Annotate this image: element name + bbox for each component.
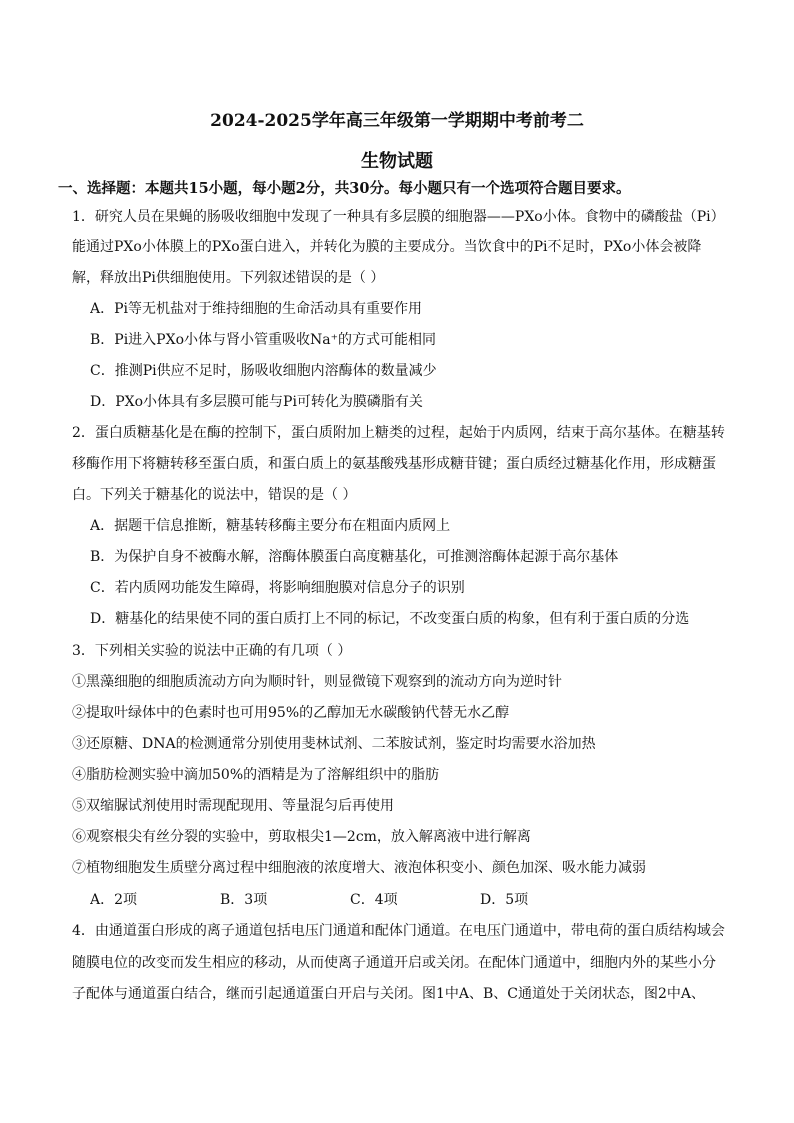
q3-choice-d: D．5项 xyxy=(480,892,529,908)
q4-stem-line-1: 4．由通道蛋白形成的离子通道包括电压门通道和配体门通道。在电压门通道中，带电荷的蛋白质结构域会 xyxy=(72,923,725,939)
section-heading: 一、选择题：本题共15小题，每小题2分，共30分。每小题只有一个选项符合题目要求。 xyxy=(58,180,631,197)
q2-stem-line-2: 移酶作用下将糖转移至蛋白质，和蛋白质上的氨基酸残基形成糖苷键；蛋白质经过糖基化作用，形成糖蛋 xyxy=(72,456,716,472)
q1-stem-line-2: 能通过PXo小体膜上的PXo蛋白进入，并转化为膜的主要成分。当饮食中的Pi不足时，PXo小体会被降 xyxy=(72,239,702,255)
q3-choice-a: A．2项 xyxy=(90,892,138,908)
q2-stem-line-3: 白。下列关于糖基化的说法中，错误的是（ ） xyxy=(72,487,357,503)
q4-stem-line-3: 子配体与通道蛋白结合，继而引起通道蛋白开启与关闭。图1中A、B、C通道处于关闭状态，图2中A、 xyxy=(72,986,706,1002)
q3-item-2: ②提取叶绿体中的色素时也可用95%的乙醇加无水碳酸钠代替无水乙醇 xyxy=(72,705,510,721)
q1-option-a: A．Pi等无机盐对于维持细胞的生命活动具有重要作用 xyxy=(90,301,423,317)
q3-item-5: ⑤双缩脲试剂使用时需现配现用、等量混匀后再使用 xyxy=(72,798,394,814)
q1-stem-line-3: 解，释放出Pi供细胞使用。下列叙述错误的是（ ） xyxy=(72,270,385,286)
q1-stem-line-1: 1．研究人员在果蝇的肠吸收细胞中发现了一种具有多层膜的细胞器——PXo小体。食物中的磷酸盐（Pi） xyxy=(72,209,725,225)
q4-stem-line-2: 随膜电位的改变而发生相应的移动，从而使离子通道开启或关闭。在配体门通道中，细胞内外的某些小分 xyxy=(72,955,716,971)
q3-item-1: ①黑藻细胞的细胞质流动方向为顺时针，则显微镜下观察到的流动方向为逆时针 xyxy=(72,674,562,690)
q2-option-b: B．为保护自身不被酶水解，溶酶体膜蛋白高度糖基化，可推测溶酶体起源于高尔基体 xyxy=(90,549,619,565)
q3-item-7: ⑦植物细胞发生质壁分离过程中细胞液的浓度增大、液泡体积变小、颜色加深、吸水能力减弱 xyxy=(72,860,646,876)
q2-option-c: C．若内质网功能发生障碍，将影响细胞膜对信息分子的识别 xyxy=(90,580,465,596)
q2-stem-line-1: 2．蛋白质糖基化是在酶的控制下，蛋白质附加上糖类的过程，起始于内质网，结束于高尔基体。在糖基转 xyxy=(72,425,725,441)
q3-choices xyxy=(90,889,650,911)
exam-subtitle: 生物试题 xyxy=(361,151,433,172)
q3-stem: 3．下列相关实验的说法中正确的有几项（ ） xyxy=(72,643,352,659)
q3-item-4: ④脂肪检测实验中滴加50%的酒精是为了溶解组织中的脂肪 xyxy=(72,767,440,783)
q2-option-a: A．据题干信息推断，糖基转移酶主要分布在粗面内质网上 xyxy=(90,518,451,534)
q3-choice-b: B．3项 xyxy=(220,892,268,908)
q3-item-6: ⑥观察根尖有丝分裂的实验中，剪取根尖1—2cm，放入解离液中进行解离 xyxy=(72,829,531,845)
q1-option-c: C．推测Pi供应不足时，肠吸收细胞内溶酶体的数量减少 xyxy=(90,363,437,379)
q2-option-d: D．糖基化的结果使不同的蛋白质打上不同的标记，不改变蛋白质的构象，但有利于蛋白质的分选 xyxy=(90,611,690,627)
q3-item-3: ③还原糖、DNA的检测通常分别使用斐林试剂、二苯胺试剂，鉴定时均需要水浴加热 xyxy=(72,736,596,752)
q3-choice-c: C．4项 xyxy=(350,892,398,908)
q1-option-b: B．Pi进入PXo小体与肾小管重吸收Na⁺的方式可能相同 xyxy=(90,332,436,348)
exam-title: 2024-2025学年高三年级第一学期期中考前考二 xyxy=(210,111,584,131)
q1-option-d: D．PXo小体具有多层膜可能与Pi可转化为膜磷脂有关 xyxy=(90,394,423,410)
